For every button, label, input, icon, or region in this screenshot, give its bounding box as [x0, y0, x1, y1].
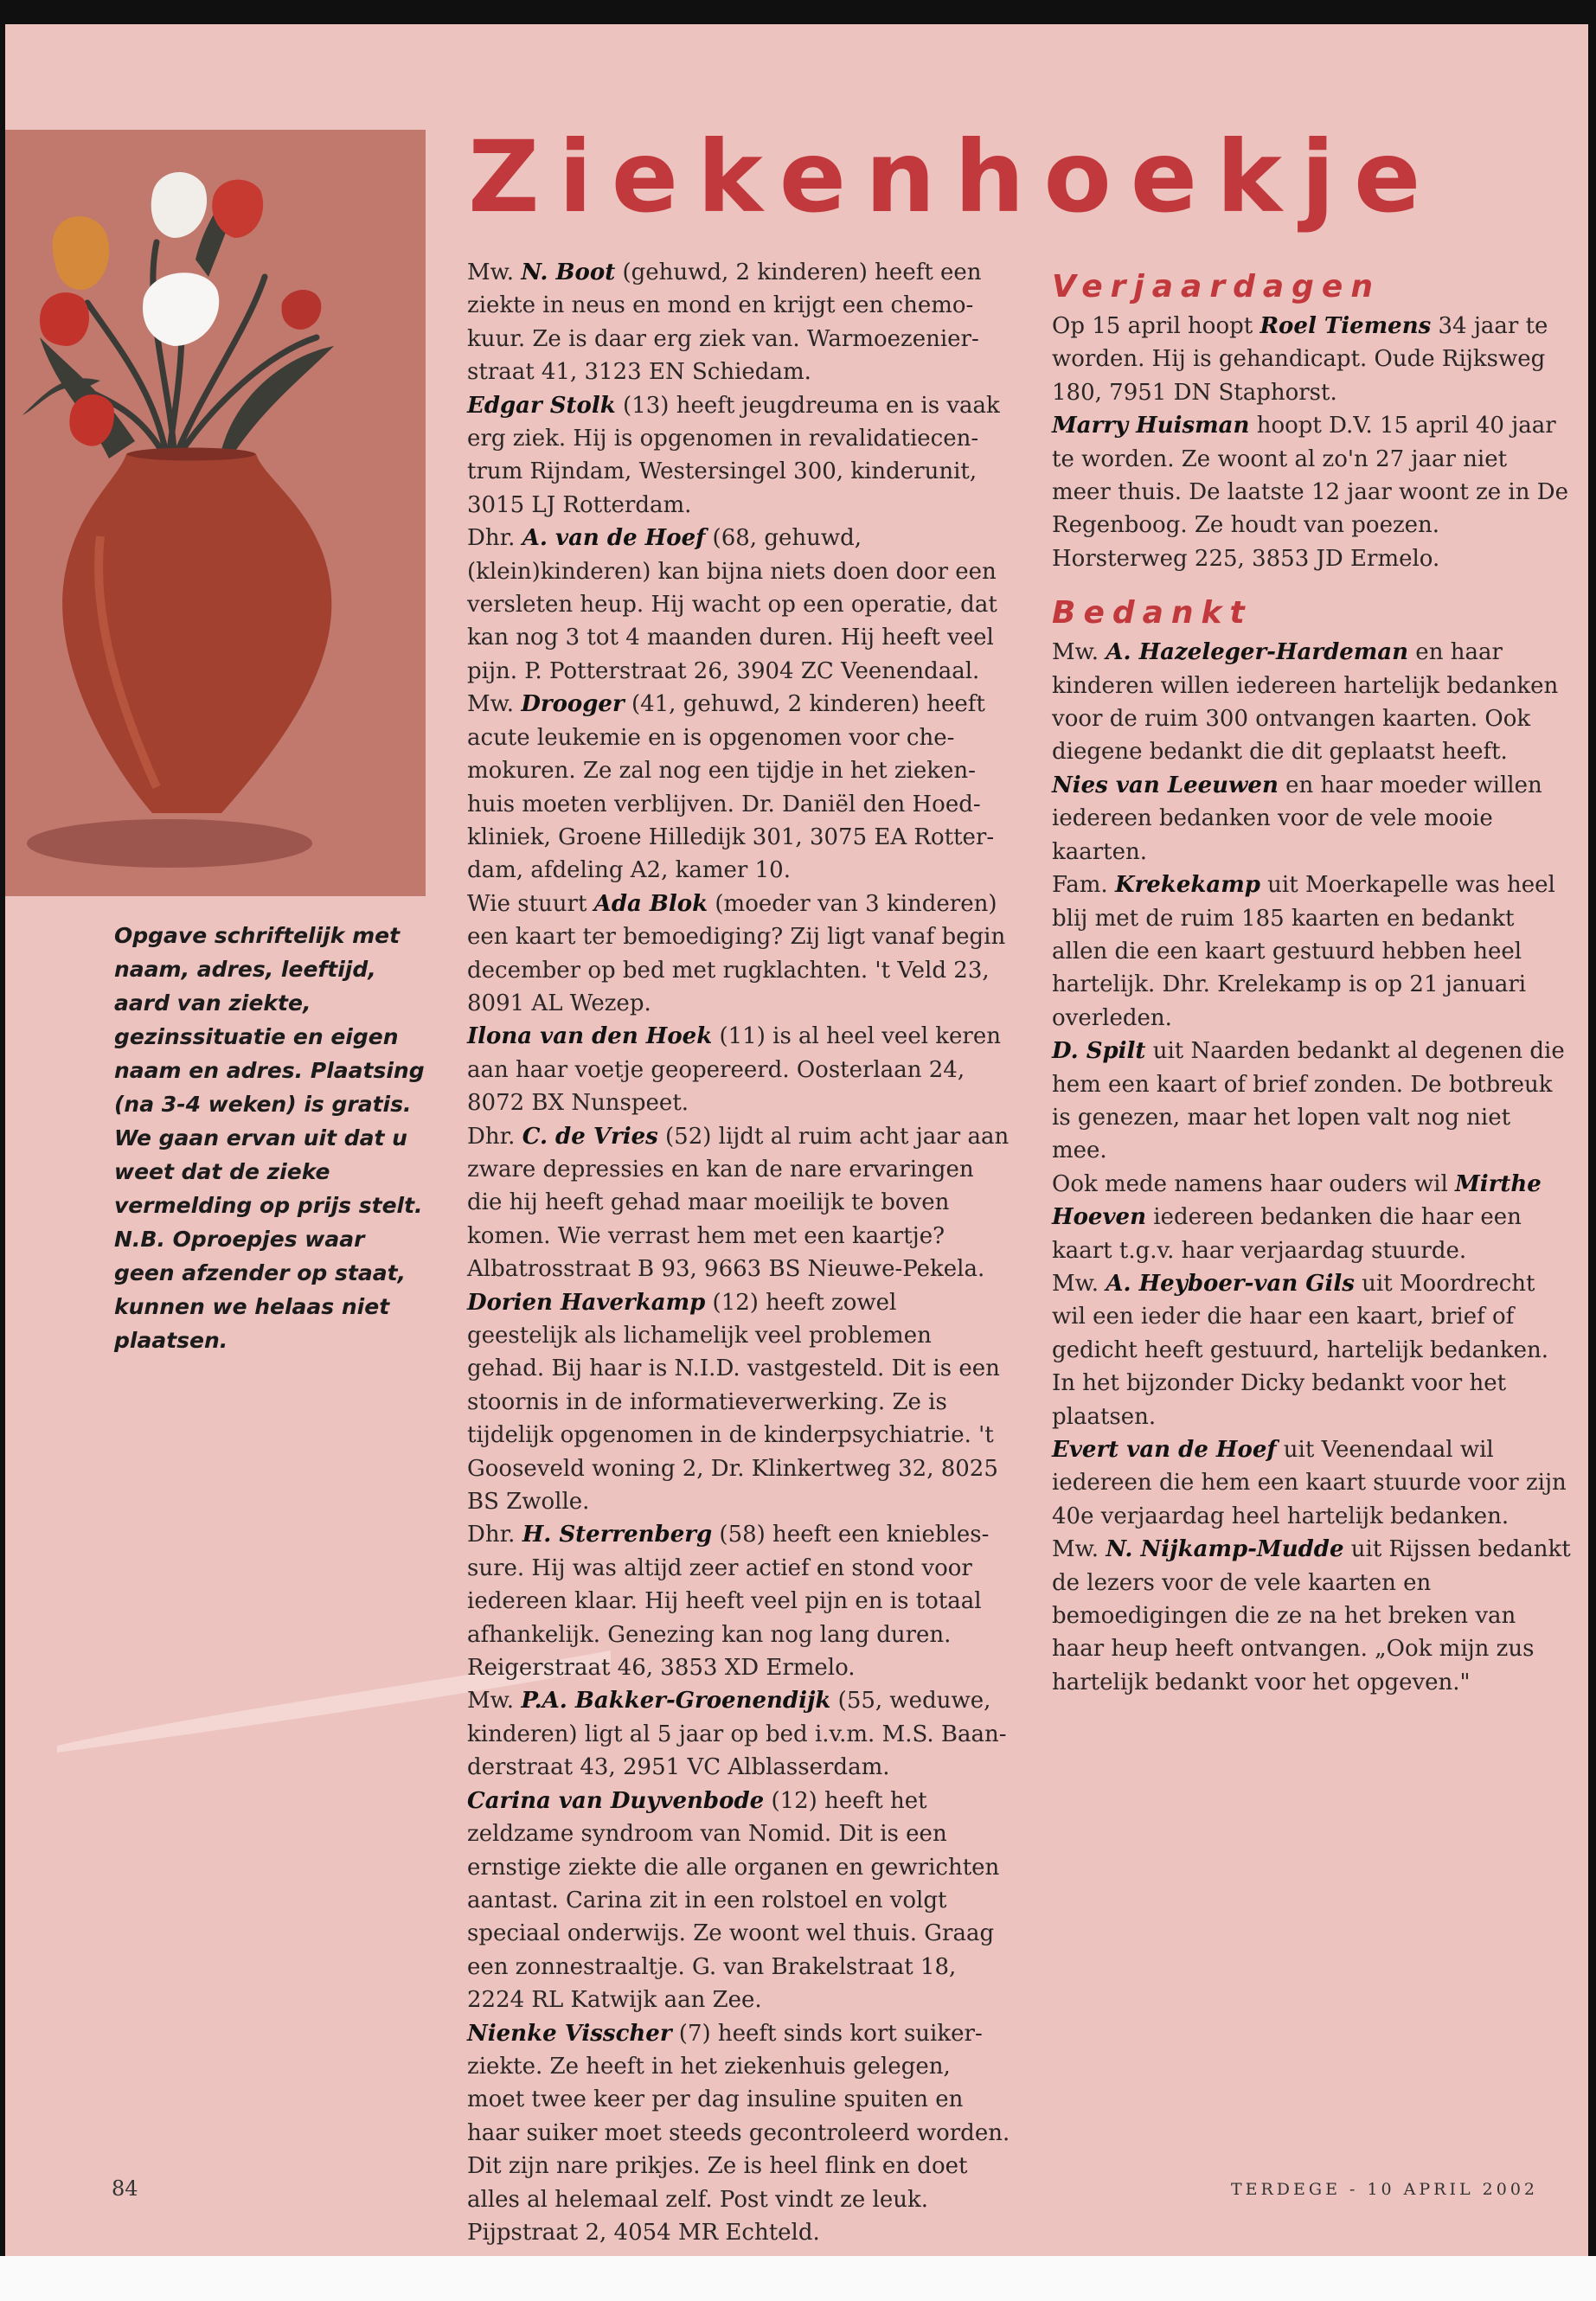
birthdays-heading: Verjaardagen: [1052, 269, 1381, 304]
scan-margin: [0, 2256, 1596, 2301]
birthday-item: Op 15 april hoopt Roel Tiemens 34 jaar te worden. Hij is gehandicapt. Oude Rijksweg 180, 7951 DN Staphorst.: [1052, 313, 1548, 406]
entry: Edgar Stolk (13) heeft jeugdreuma en is vaak erg ziek. Hij is opgenomen in revalidatiecentrum Rijndam, Westersingel 300, kinderunit, 3015 LJ Rotterdam.: [467, 392, 1000, 518]
vase-with-tulips-icon: [5, 130, 426, 896]
column-birthdays-thanks: [1052, 256, 1571, 1699]
submission-note: [114, 919, 426, 1357]
magazine-page: [5, 24, 1588, 2256]
thanks-item: D. Spilt uit Naarden bedankt al degenen die hem een kaart of brief zonden. De botbreuk is genezen, maar het lopen valt nog niet mee.: [1052, 1038, 1565, 1164]
submission-instructions: Opgave schriftelijk met naam, adres, leeftijd, aard van ziekte, gezinssituatie en eigen naam en adres. Plaatsing (na 3-4 weken) is gratis. We gaan ervan uit dat u weet dat de zieke vermelding op prijs stelt.: [114, 923, 425, 1218]
tulip-vase-illustration: [5, 130, 426, 896]
thanks-item: Mw. N. Nijkamp-Mudde uit Rijssen bedankt de lezers voor de vele kaarten en bemoedigingen die ze na het breken van haar heup heeft ontvangen. „Ook mijn zus hartelijk bedankt voor het opgeven.": [1052, 1536, 1571, 1695]
entry: Mw. N. Boot (gehuwd, 2 kinderen) heeft een ziekte in neus en mond en krijgt een chemokuur. Ze is daar erg ziek van. Warmoezenierstraat 41, 3123 EN Schiedam.: [467, 260, 982, 386]
entry: Nienke Visscher (7) heeft sinds kort suikerziekte. Ze heeft in het ziekenhuis gelegen, moet twee keer per dag insuline spuiten en haar suiker moet steeds gecontroleerd worden. Dit zijn nare prikjes. Ze is heel flink en doet alles al helemaal zelf. Post vindt ze leuk. Pijpstraat 2, 4054 MR Echteld.: [467, 2020, 1010, 2246]
submission-nb: N.B. Oproepjes waar geen afzender op staat, kunnen we helaas niet plaatsen.: [114, 1227, 407, 1353]
thanks-item: Evert van de Hoef uit Veenendaal wil iedereen die hem een kaart stuurde voor zijn 40e verjaardag heel hartelijk bedanken.: [1052, 1437, 1567, 1529]
thanks-item: Fam. Krekekamp uit Moerkapelle was heel blij met de ruim 185 kaarten en bedankt allen die een kaart gestuurd hebben heel hartelijk. Dhr. Krelekamp is op 21 januari overleden.: [1052, 872, 1555, 1031]
entry: Ilona van den Hoek (11) is al heel veel keren aan haar voetje geopereerd. Oosterlaan 24, 8072 BX Nunspeet.: [467, 1023, 1001, 1117]
entry: Wie stuurt Ada Blok (moeder van 3 kinderen) een kaart ter bemoediging? Zij ligt vanaf begin december op bed met rugklachten. 't Veld 23, 8091 AL Wezep.: [467, 890, 1006, 1016]
issue-credit: TERDEGE - 10 APRIL 2002: [1230, 2180, 1538, 2199]
entry: Mw. Drooger (41, gehuwd, 2 kinderen) heeft acute leukemie en is opgenomen voor chemokuren. Ze zal nog een tijdje in het ziekenhuis moeten verblijven. Dr. Daniël den Hoedkliniek, Groene Hilledijk 301, 3075 EA Rotterdam, afdeling A2, kamer 10.: [467, 691, 995, 884]
thanks-item: Mw. A. Heyboer-van Gils uit Moordrecht wil een ieder die haar een kaart, brief of gedicht heeft gestuurd, hartelijk bedanken. In het bijzonder Dicky bedankt voor het plaatsen.: [1052, 1270, 1549, 1430]
thanks-item: Nies van Leeuwen en haar moeder willen iedereen bedanken voor de vele mooie kaarten.: [1052, 772, 1542, 865]
thanks-heading: Bedankt: [1052, 595, 1253, 631]
page-number: 84: [112, 2176, 138, 2201]
entry: Dhr. C. de Vries (52) lijdt al ruim acht jaar aan zware depressies en kan de nare ervaringen die hij heeft gehad maar moeilijk te boven komen. Wie verrast hem met een kaartje? Albatrosstraat B 93, 9663 BS Nieuwe-Pekela.: [467, 1123, 1010, 1283]
birthday-item: Marry Huisman hoopt D.V. 15 april 40 jaar te worden. Ze woont al zo'n 27 jaar niet meer thuis. De laatste 12 jaar woont ze in De Regenboog. Ze houdt van poezen. Horsterweg 225, 3853 JD Ermelo.: [1052, 413, 1568, 572]
column-sick-list: [467, 256, 1010, 2249]
thanks-item: Ook mede namens haar ouders wil Mirthe Hoeven iedereen bedanken die haar een kaart t.g.v. haar verjaardag stuurde.: [1052, 1170, 1542, 1264]
entry: Carina van Duyvenbode (12) heeft het zeldzame syndroom van Nomid. Dit is een ernstige ziekte die alle organen en gewrichten aantast. Carina zit in een rolstoel en volgt speciaal onderwijs. Ze woont wel thuis. Graag een zonnestraaltje. G. van Brakelstraat 18, 2224 RL Katwijk aan Zee.: [467, 1787, 1000, 2014]
entry: Mw. P.A. Bakker-Groenendijk (55, weduwe, kinderen) ligt al 5 jaar op bed i.v.m. M.S. Baanderstraat 43, 2951 VC Alblasserdam.: [467, 1688, 1007, 1781]
entry: Dhr. A. van de Hoef (68, gehuwd, (klein)kinderen) kan bijna niets doen door een versleten heup. Hij wacht op een operatie, dat kan nog 3 tot 4 maanden duren. Hij heeft veel pijn. P. Potterstraat 26, 3904 ZC Veenendaal.: [467, 525, 997, 684]
page-title: Ziekenhoekje: [468, 119, 1440, 234]
entry: Dhr. H. Sterrenberg (58) heeft een knieblessure. Hij was altijd zeer actief en stond voor iedereen klaar. Hij heeft veel pijn en is totaal afhankelijk. Genezing kan nog lang duren. Reigerstraat 46, 3853 XD Ermelo.: [467, 1522, 990, 1682]
thanks-item: Mw. A. Hazeleger-Hardeman en haar kinderen willen iedereen hartelijk bedanken voor de ruim 300 ontvangen kaarten. Ook diegene bedankt die dit geplaatst heeft.: [1052, 639, 1559, 766]
entry: Dorien Haverkamp (12) heeft zowel geestelijk als lichamelijk veel problemen gehad. Bij haar is N.I.D. vastgesteld. Dit is een stoornis in de informatieverwerking. Ze is tijdelijk opgenomen in de kinderpsychiatrie. 't Gooseveld woning 2, Dr. Klinkertweg 32, 8025 BS Zwolle.: [467, 1289, 1000, 1516]
